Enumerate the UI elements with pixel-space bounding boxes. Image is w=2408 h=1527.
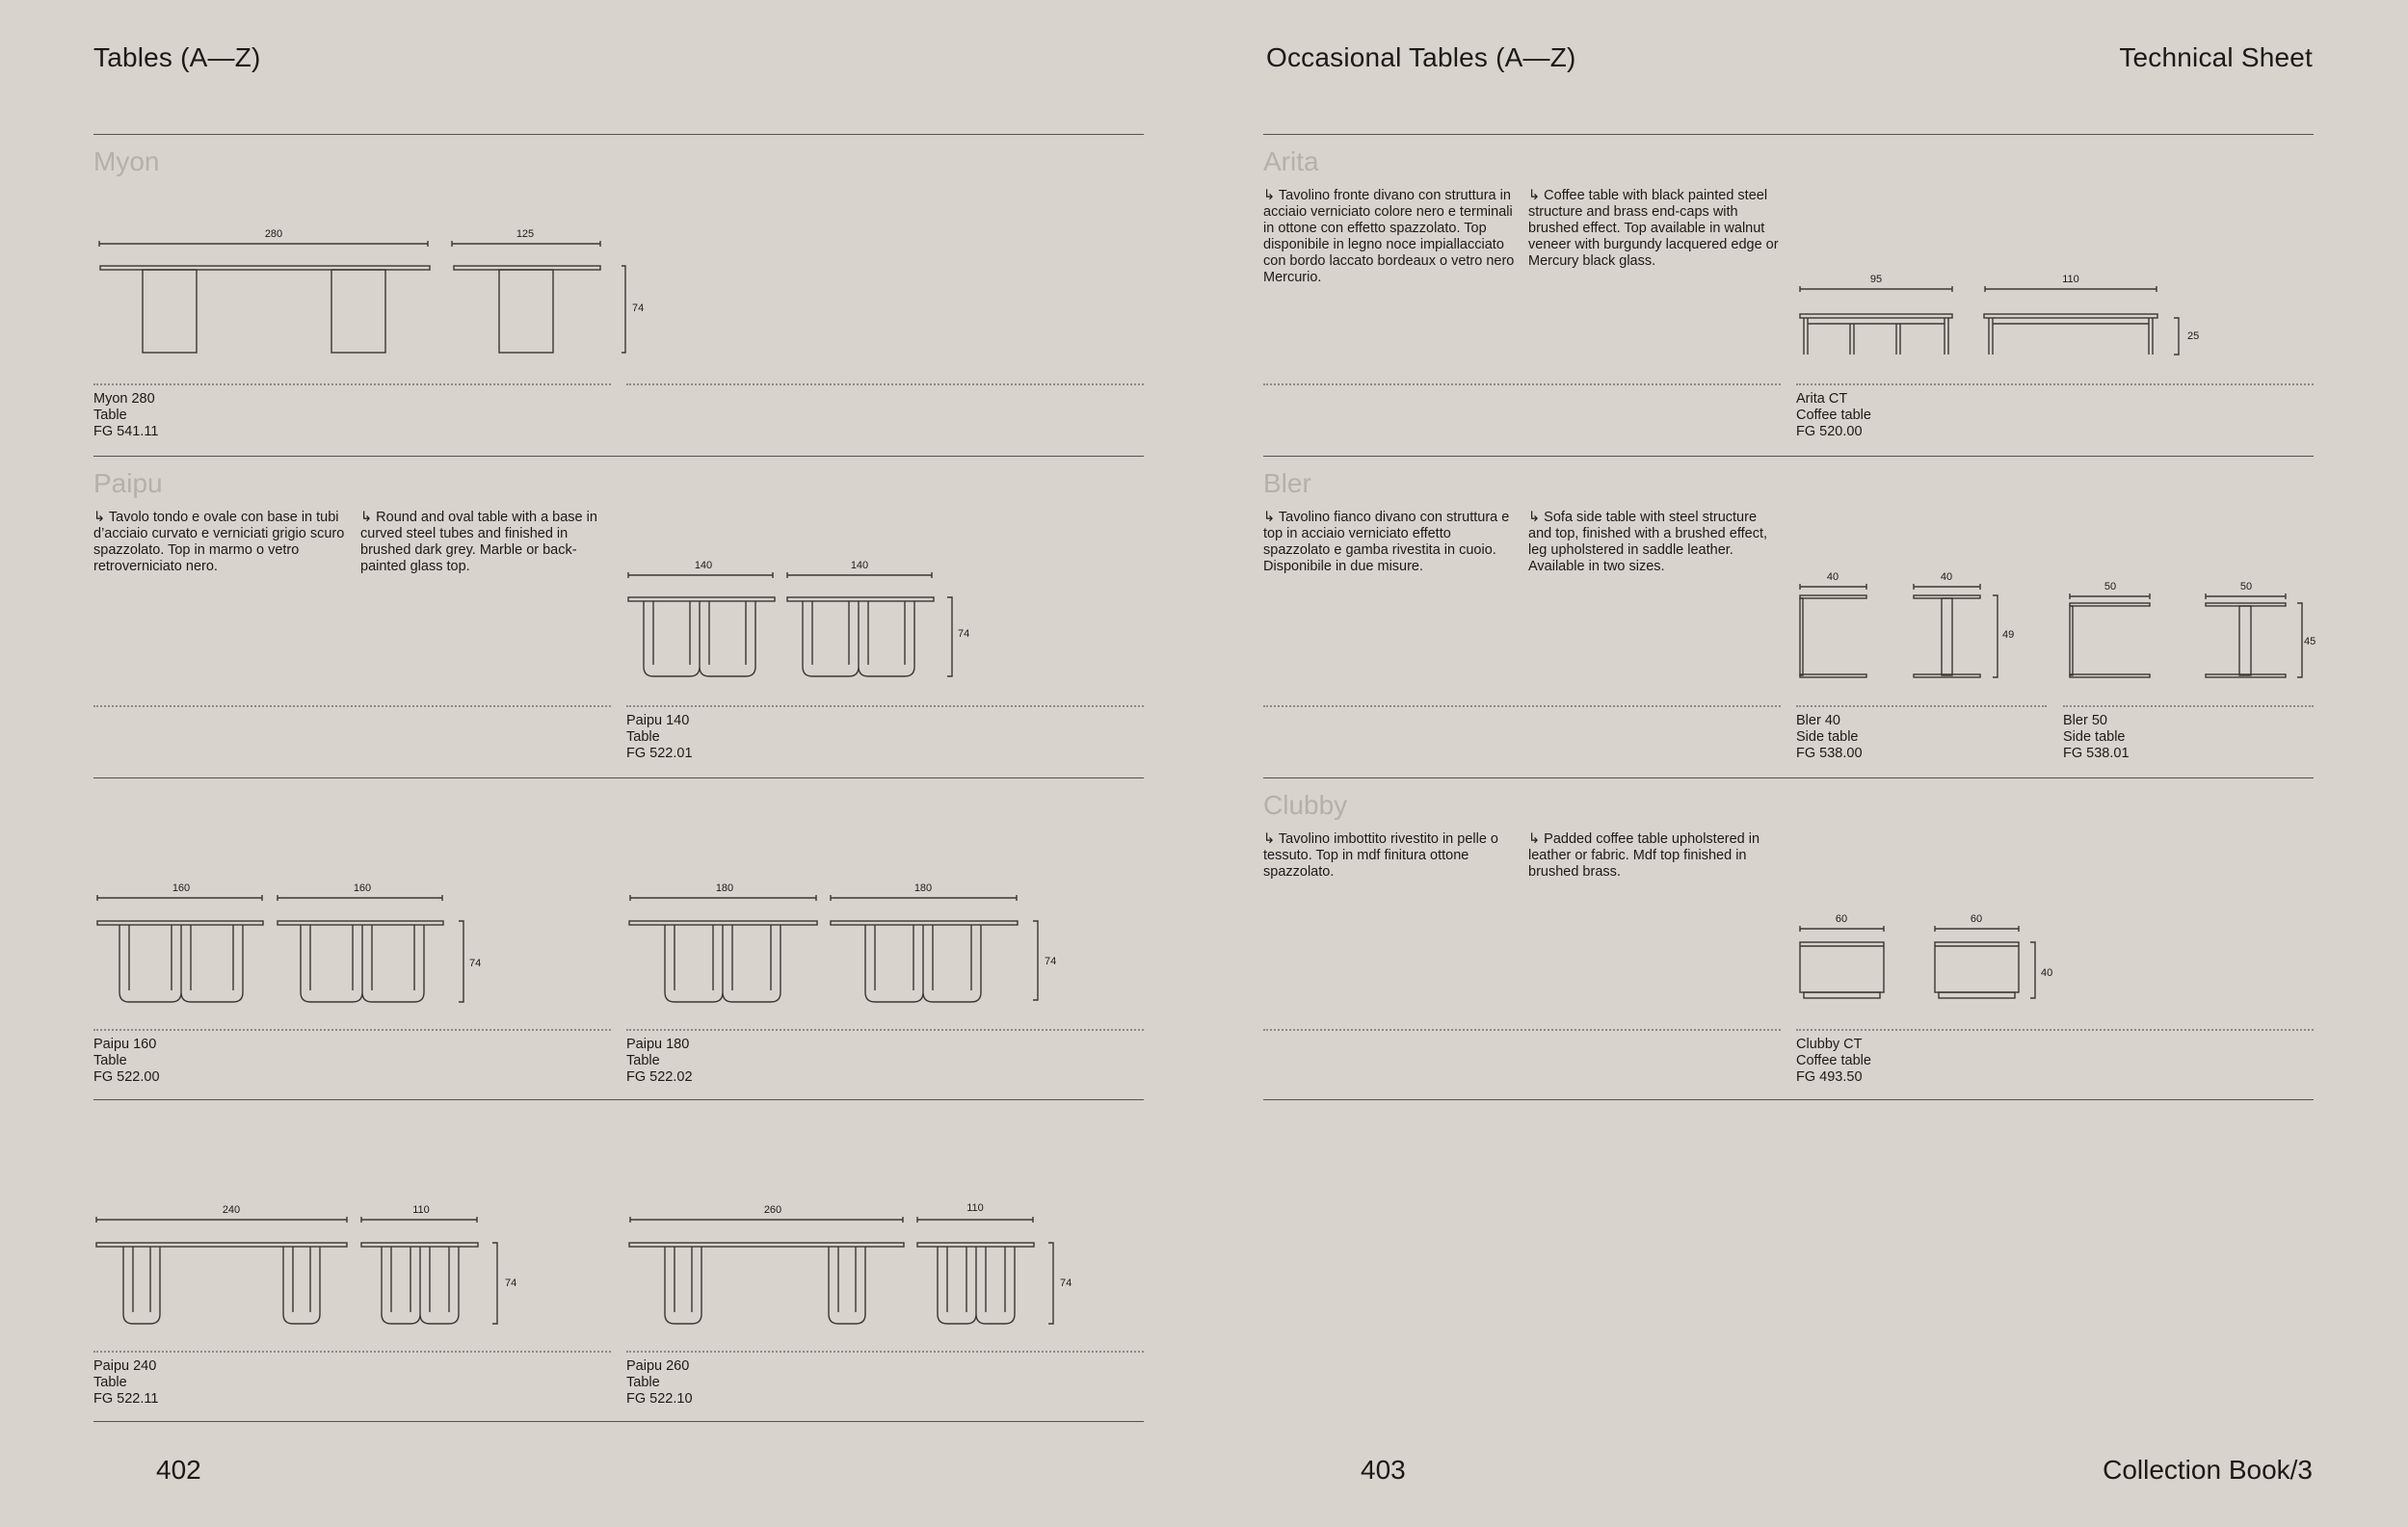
product-code: FG 522.11 xyxy=(93,1391,159,1407)
product-type: Coffee table xyxy=(1796,408,1871,423)
product-code: FG 520.00 xyxy=(1796,424,1863,439)
product-code: FG 522.02 xyxy=(626,1069,693,1085)
dimension-label: 140 xyxy=(850,560,869,571)
dimension-label: 110 xyxy=(966,1202,984,1214)
paipu-180-front-drawing xyxy=(629,895,817,1002)
dimension-label: 74 xyxy=(505,1277,517,1289)
clubby-ct-side-drawing xyxy=(1935,926,2035,998)
technical-sheet-label: Technical Sheet xyxy=(2119,42,2313,72)
arita-description-italian: ↳ Tavolino fronte divano con struttura in acciaio verniciato colore nero e terminali in ottone con effetto spazzolato. Top disponibile in legno noce impiallacciato con bordo laccato bordeaux o vetro nero Mercurio. xyxy=(1263,188,1515,285)
product-name: Myon 280 xyxy=(93,391,155,407)
section-title-clubby: Clubby xyxy=(1263,790,1348,820)
product-name: Paipu 180 xyxy=(626,1037,690,1052)
paipu-description-italian: ↳ Tavolo tondo e ovale con base in tubi d’acciaio curvato e verniciati grigio scuro spazzolato. Top in marmo o vetro retroverniciato nero. xyxy=(93,510,345,574)
paipu-140-front-drawing xyxy=(628,572,775,676)
arita-ct-front-drawing xyxy=(1800,286,1952,355)
dimension-label: 160 xyxy=(172,882,191,894)
product-name: Paipu 260 xyxy=(626,1358,690,1374)
bler-description-italian: ↳ Tavolino fianco divano con struttura e top in acciaio verniciato effetto spazzolato e gamba rivestita in cuoio. Disponibile in due misure. xyxy=(1263,510,1510,574)
arita-description-english: ↳ Coffee table with black painted steel structure and brass end-caps with brushed effect. Top available in walnut veneer with burgundy lacquered edge or Mercury black glass. xyxy=(1528,188,1779,269)
dimension-label: 280 xyxy=(264,228,283,240)
dimension-label: 60 xyxy=(1835,913,1848,925)
dimension-label: 74 xyxy=(469,958,482,969)
product-code: FG 522.01 xyxy=(626,746,693,761)
product-name: Clubby CT xyxy=(1796,1037,1863,1052)
dimension-label: 25 xyxy=(2187,330,2200,342)
product-code: FG 522.00 xyxy=(93,1069,160,1085)
paipu-160-side-drawing xyxy=(278,895,463,1002)
dimension-label: 74 xyxy=(632,303,645,314)
product-name: Paipu 160 xyxy=(93,1037,157,1052)
paipu-140-side-drawing xyxy=(787,572,952,676)
clubby-ct-front-drawing xyxy=(1800,926,1884,998)
product-name: Paipu 140 xyxy=(626,713,690,728)
product-type: Table xyxy=(93,1053,127,1068)
dimension-label: 180 xyxy=(913,882,933,894)
section-title-bler: Bler xyxy=(1263,468,1311,498)
bler-40-side-drawing xyxy=(1914,584,1998,677)
product-type: Side table xyxy=(2063,729,2126,745)
bler-50-side-drawing xyxy=(2206,593,2302,677)
product-name: Bler 40 xyxy=(1796,713,1840,728)
dimension-label: 74 xyxy=(1045,956,1057,967)
dimension-label: 40 xyxy=(2041,967,2053,979)
product-type: Table xyxy=(93,408,127,423)
clubby-description-english: ↳ Padded coffee table upholstered in leather or fabric. Mdf top finished in brushed brass. xyxy=(1528,831,1760,880)
myon-280-side-drawing xyxy=(452,241,625,353)
dimension-label: 160 xyxy=(353,882,372,894)
product-name: Paipu 240 xyxy=(93,1358,157,1374)
dimension-label: 74 xyxy=(958,628,970,640)
left-page-number: 402 xyxy=(156,1455,201,1485)
dimension-label: 45 xyxy=(2304,636,2316,647)
product-code: FG 538.01 xyxy=(2063,746,2130,761)
product-name: Arita CT xyxy=(1796,391,1848,407)
section-title-myon: Myon xyxy=(93,146,160,176)
bler-description-english: ↳ Sofa side table with steel structure and top, finished with a brushed effect, leg upholstered in saddle leather. Available in two sizes. xyxy=(1528,510,1768,574)
dimension-label: 180 xyxy=(715,882,734,894)
collection-book-label: Collection Book/3 xyxy=(2103,1455,2313,1485)
dimension-label: 50 xyxy=(2104,581,2117,592)
product-code: FG 522.10 xyxy=(626,1391,693,1407)
dimension-label: 49 xyxy=(2002,629,2015,641)
product-type: Side table xyxy=(1796,729,1859,745)
product-code: FG 493.50 xyxy=(1796,1069,1863,1085)
product-type: Table xyxy=(626,1375,660,1390)
paipu-description-english: ↳ Round and oval table with a base in curved steel tubes and finished in brushed dark grey. Marble or back-painted glass top. xyxy=(360,510,597,574)
paipu-260-side-drawing xyxy=(917,1217,1053,1324)
left-page-header: Tables (A—Z) xyxy=(93,42,261,72)
paipu-160-front-drawing xyxy=(97,895,263,1002)
dimension-label: 110 xyxy=(2062,274,2079,285)
product-code: FG 541.11 xyxy=(93,424,159,439)
myon-280-front-drawing xyxy=(99,241,430,353)
product-type: Table xyxy=(626,729,660,745)
product-name: Bler 50 xyxy=(2063,713,2107,728)
product-type: Coffee table xyxy=(1796,1053,1871,1068)
dimension-label: 40 xyxy=(1826,571,1839,583)
dimension-label: 240 xyxy=(222,1204,241,1216)
dimension-label: 95 xyxy=(1869,274,1883,285)
dimension-label: 260 xyxy=(763,1204,782,1216)
dimension-label: 110 xyxy=(412,1204,430,1216)
bler-40-front-drawing xyxy=(1800,584,1866,677)
section-title-paipu: Paipu xyxy=(93,468,163,498)
dimension-label: 40 xyxy=(1940,571,1953,583)
clubby-description-italian: ↳ Tavolino imbottito rivestito in pelle o tessuto. Top in mdf finitura ottone spazzolato. xyxy=(1263,831,1499,880)
section-title-arita: Arita xyxy=(1263,146,1319,176)
product-type: Table xyxy=(626,1053,660,1068)
arita-ct-side-drawing xyxy=(1984,286,2179,355)
paipu-240-front-drawing xyxy=(96,1217,347,1324)
right-page-header: Occasional Tables (A—Z) xyxy=(1266,42,1576,72)
dimension-label: 50 xyxy=(2239,581,2253,592)
dimension-label: 60 xyxy=(1970,913,1983,925)
dimension-label: 125 xyxy=(516,228,535,240)
dimension-label: 140 xyxy=(694,560,713,571)
bler-50-front-drawing xyxy=(2070,593,2150,677)
paipu-260-front-drawing xyxy=(629,1217,904,1324)
paipu-240-side-drawing xyxy=(361,1217,497,1324)
product-code: FG 538.00 xyxy=(1796,746,1863,761)
dimension-label: 74 xyxy=(1060,1277,1072,1289)
right-page-number: 403 xyxy=(1361,1455,1406,1485)
product-type: Table xyxy=(93,1375,127,1390)
paipu-180-side-drawing xyxy=(831,895,1038,1002)
